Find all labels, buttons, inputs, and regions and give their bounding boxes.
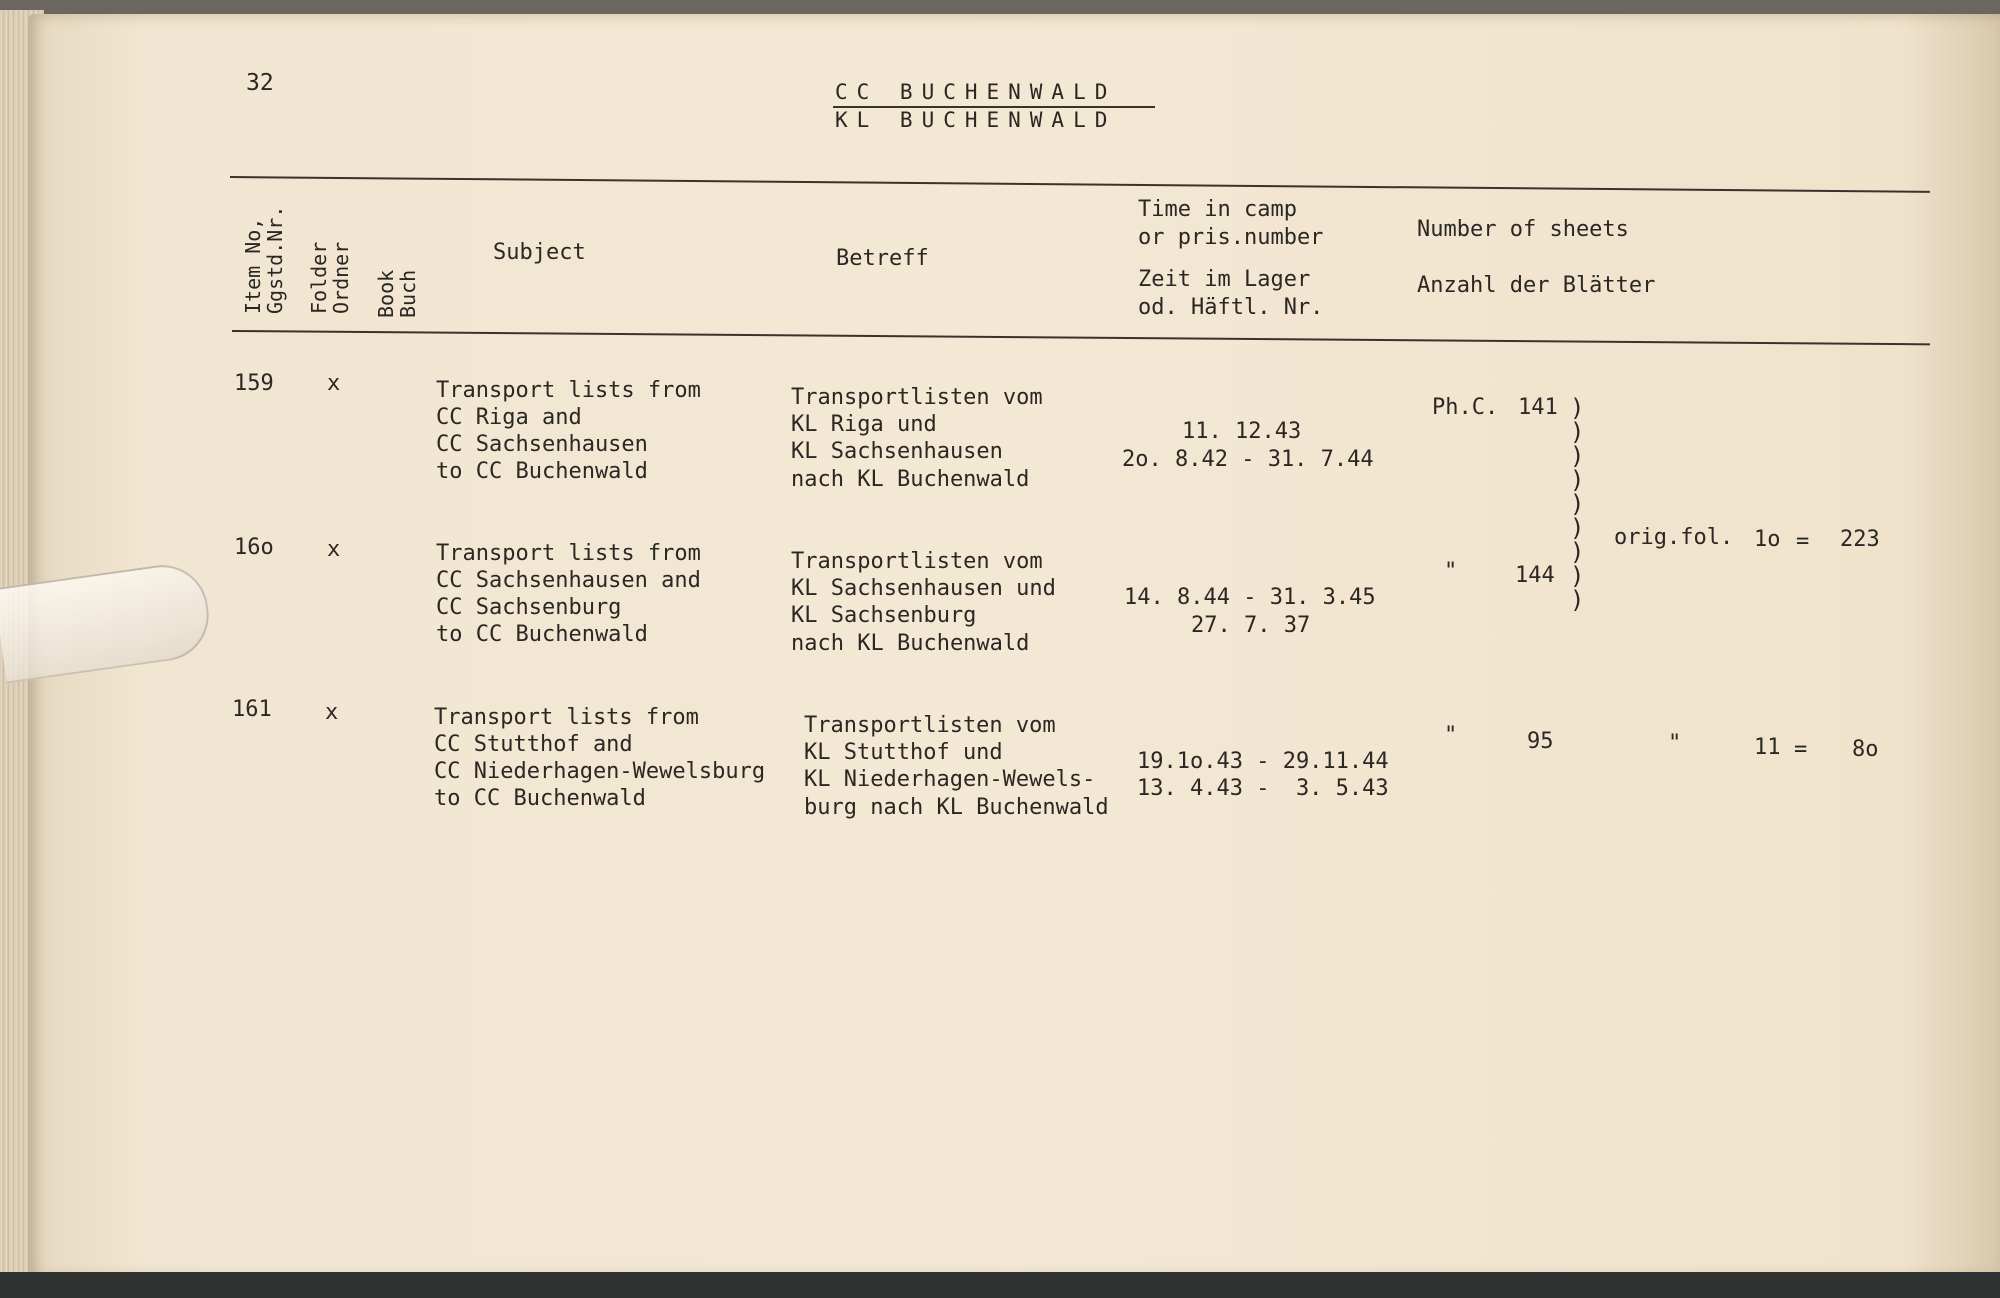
header-time-en-2: or pris.number bbox=[1138, 225, 1324, 250]
group-note-count: 1o bbox=[1754, 527, 1781, 552]
row-161-folder: x bbox=[325, 700, 339, 725]
row-160-subject-1: Transport lists from bbox=[436, 541, 701, 566]
header-item-no: Item No, Ggstd.Nr. bbox=[241, 205, 287, 314]
row-159-betreff-1: Transportlisten vom bbox=[791, 385, 1043, 410]
row-160-folder: x bbox=[327, 537, 341, 562]
row-161-note-total: 8o bbox=[1852, 737, 1879, 762]
row-160-subject-3: CC Sachsenburg bbox=[436, 595, 622, 620]
header-book: Book Buch bbox=[374, 269, 420, 318]
scanner-background-bottom bbox=[0, 1272, 2000, 1298]
row-159-betreff-2: KL Riga und bbox=[791, 412, 937, 437]
row-161-subject-1: Transport lists from bbox=[434, 705, 699, 730]
grouping-brace: ) ) ) ) ) ) ) ) ) bbox=[1570, 394, 1585, 614]
row-160-item: 16o bbox=[234, 535, 274, 560]
row-160-betreff-2: KL Sachsenhausen und bbox=[791, 576, 1056, 601]
row-159-subject-1: Transport lists from bbox=[436, 378, 701, 403]
header-time-en-1: Time in camp bbox=[1138, 197, 1297, 222]
row-161-sheets-prefix: " bbox=[1444, 723, 1458, 748]
header-betreff: Betreff bbox=[836, 246, 929, 271]
row-159-sheets: 141 bbox=[1518, 395, 1558, 420]
row-160-betreff-1: Transportlisten vom bbox=[791, 549, 1043, 574]
row-161-sheets: 95 bbox=[1527, 729, 1554, 754]
row-159-subject-4: to CC Buchenwald bbox=[436, 459, 648, 484]
group-note-equals: = bbox=[1796, 529, 1810, 554]
row-161-betreff-4: burg nach KL Buchenwald bbox=[804, 795, 1109, 820]
row-160-subject-2: CC Sachsenhausen and bbox=[436, 568, 701, 593]
row-160-time-2: 27. 7. 37 bbox=[1191, 613, 1311, 638]
header-time-de-2: od. Häftl. Nr. bbox=[1138, 295, 1324, 320]
row-161-betreff-1: Transportlisten vom bbox=[804, 713, 1056, 738]
header-sheets-en: Number of sheets bbox=[1417, 217, 1629, 242]
row-161-time-1: 19.1o.43 - 29.11.44 bbox=[1137, 749, 1389, 774]
row-161-betreff-3: KL Niederhagen-Wewels- bbox=[804, 767, 1096, 792]
row-161-subject-4: to CC Buchenwald bbox=[434, 786, 646, 811]
group-note-total: 223 bbox=[1840, 527, 1880, 552]
row-161-time-2: 13. 4.43 - 3. 5.43 bbox=[1137, 776, 1389, 801]
row-161-ditto: " bbox=[1668, 731, 1682, 756]
row-159-time-1: 11. 12.43 bbox=[1182, 419, 1302, 444]
title-english: CC BUCHENWALD bbox=[835, 80, 1117, 104]
row-161-note-count: 11 bbox=[1754, 735, 1781, 760]
row-160-sheets: 144 bbox=[1515, 563, 1555, 588]
row-161-note-equals: = bbox=[1794, 737, 1808, 762]
row-159-subject-2: CC Riga and bbox=[436, 405, 582, 430]
row-161-betreff-2: KL Stutthof und bbox=[804, 740, 1003, 765]
page-number: 32 bbox=[246, 70, 274, 96]
group-note-label: orig.fol. bbox=[1614, 525, 1734, 550]
row-159-subject-3: CC Sachsenhausen bbox=[436, 432, 648, 457]
header-sheets-de: Anzahl der Blätter bbox=[1417, 273, 1656, 298]
row-159-folder: x bbox=[327, 371, 341, 396]
row-160-betreff-3: KL Sachsenburg bbox=[791, 603, 977, 628]
row-159-betreff-3: KL Sachsenhausen bbox=[791, 439, 1003, 464]
header-time-de-1: Zeit im Lager bbox=[1138, 267, 1311, 292]
row-160-betreff-4: nach KL Buchenwald bbox=[791, 631, 1030, 656]
row-159-sheets-prefix: Ph.C. bbox=[1432, 395, 1499, 420]
header-folder: Folder Ordner bbox=[307, 241, 353, 314]
header-subject: Subject bbox=[493, 240, 586, 265]
row-159-time-2: 2o. 8.42 - 31. 7.44 bbox=[1122, 447, 1374, 472]
title-german: KL BUCHENWALD bbox=[835, 108, 1117, 132]
row-159-item: 159 bbox=[234, 371, 274, 396]
row-160-time-1: 14. 8.44 - 31. 3.45 bbox=[1124, 585, 1376, 610]
row-159-betreff-4: nach KL Buchenwald bbox=[791, 467, 1030, 492]
row-160-subject-4: to CC Buchenwald bbox=[436, 622, 648, 647]
row-161-item: 161 bbox=[232, 697, 272, 722]
row-161-subject-3: CC Niederhagen-Wewelsburg bbox=[434, 759, 766, 784]
row-160-sheets-prefix: " bbox=[1444, 559, 1458, 584]
row-161-subject-2: CC Stutthof and bbox=[434, 732, 633, 757]
